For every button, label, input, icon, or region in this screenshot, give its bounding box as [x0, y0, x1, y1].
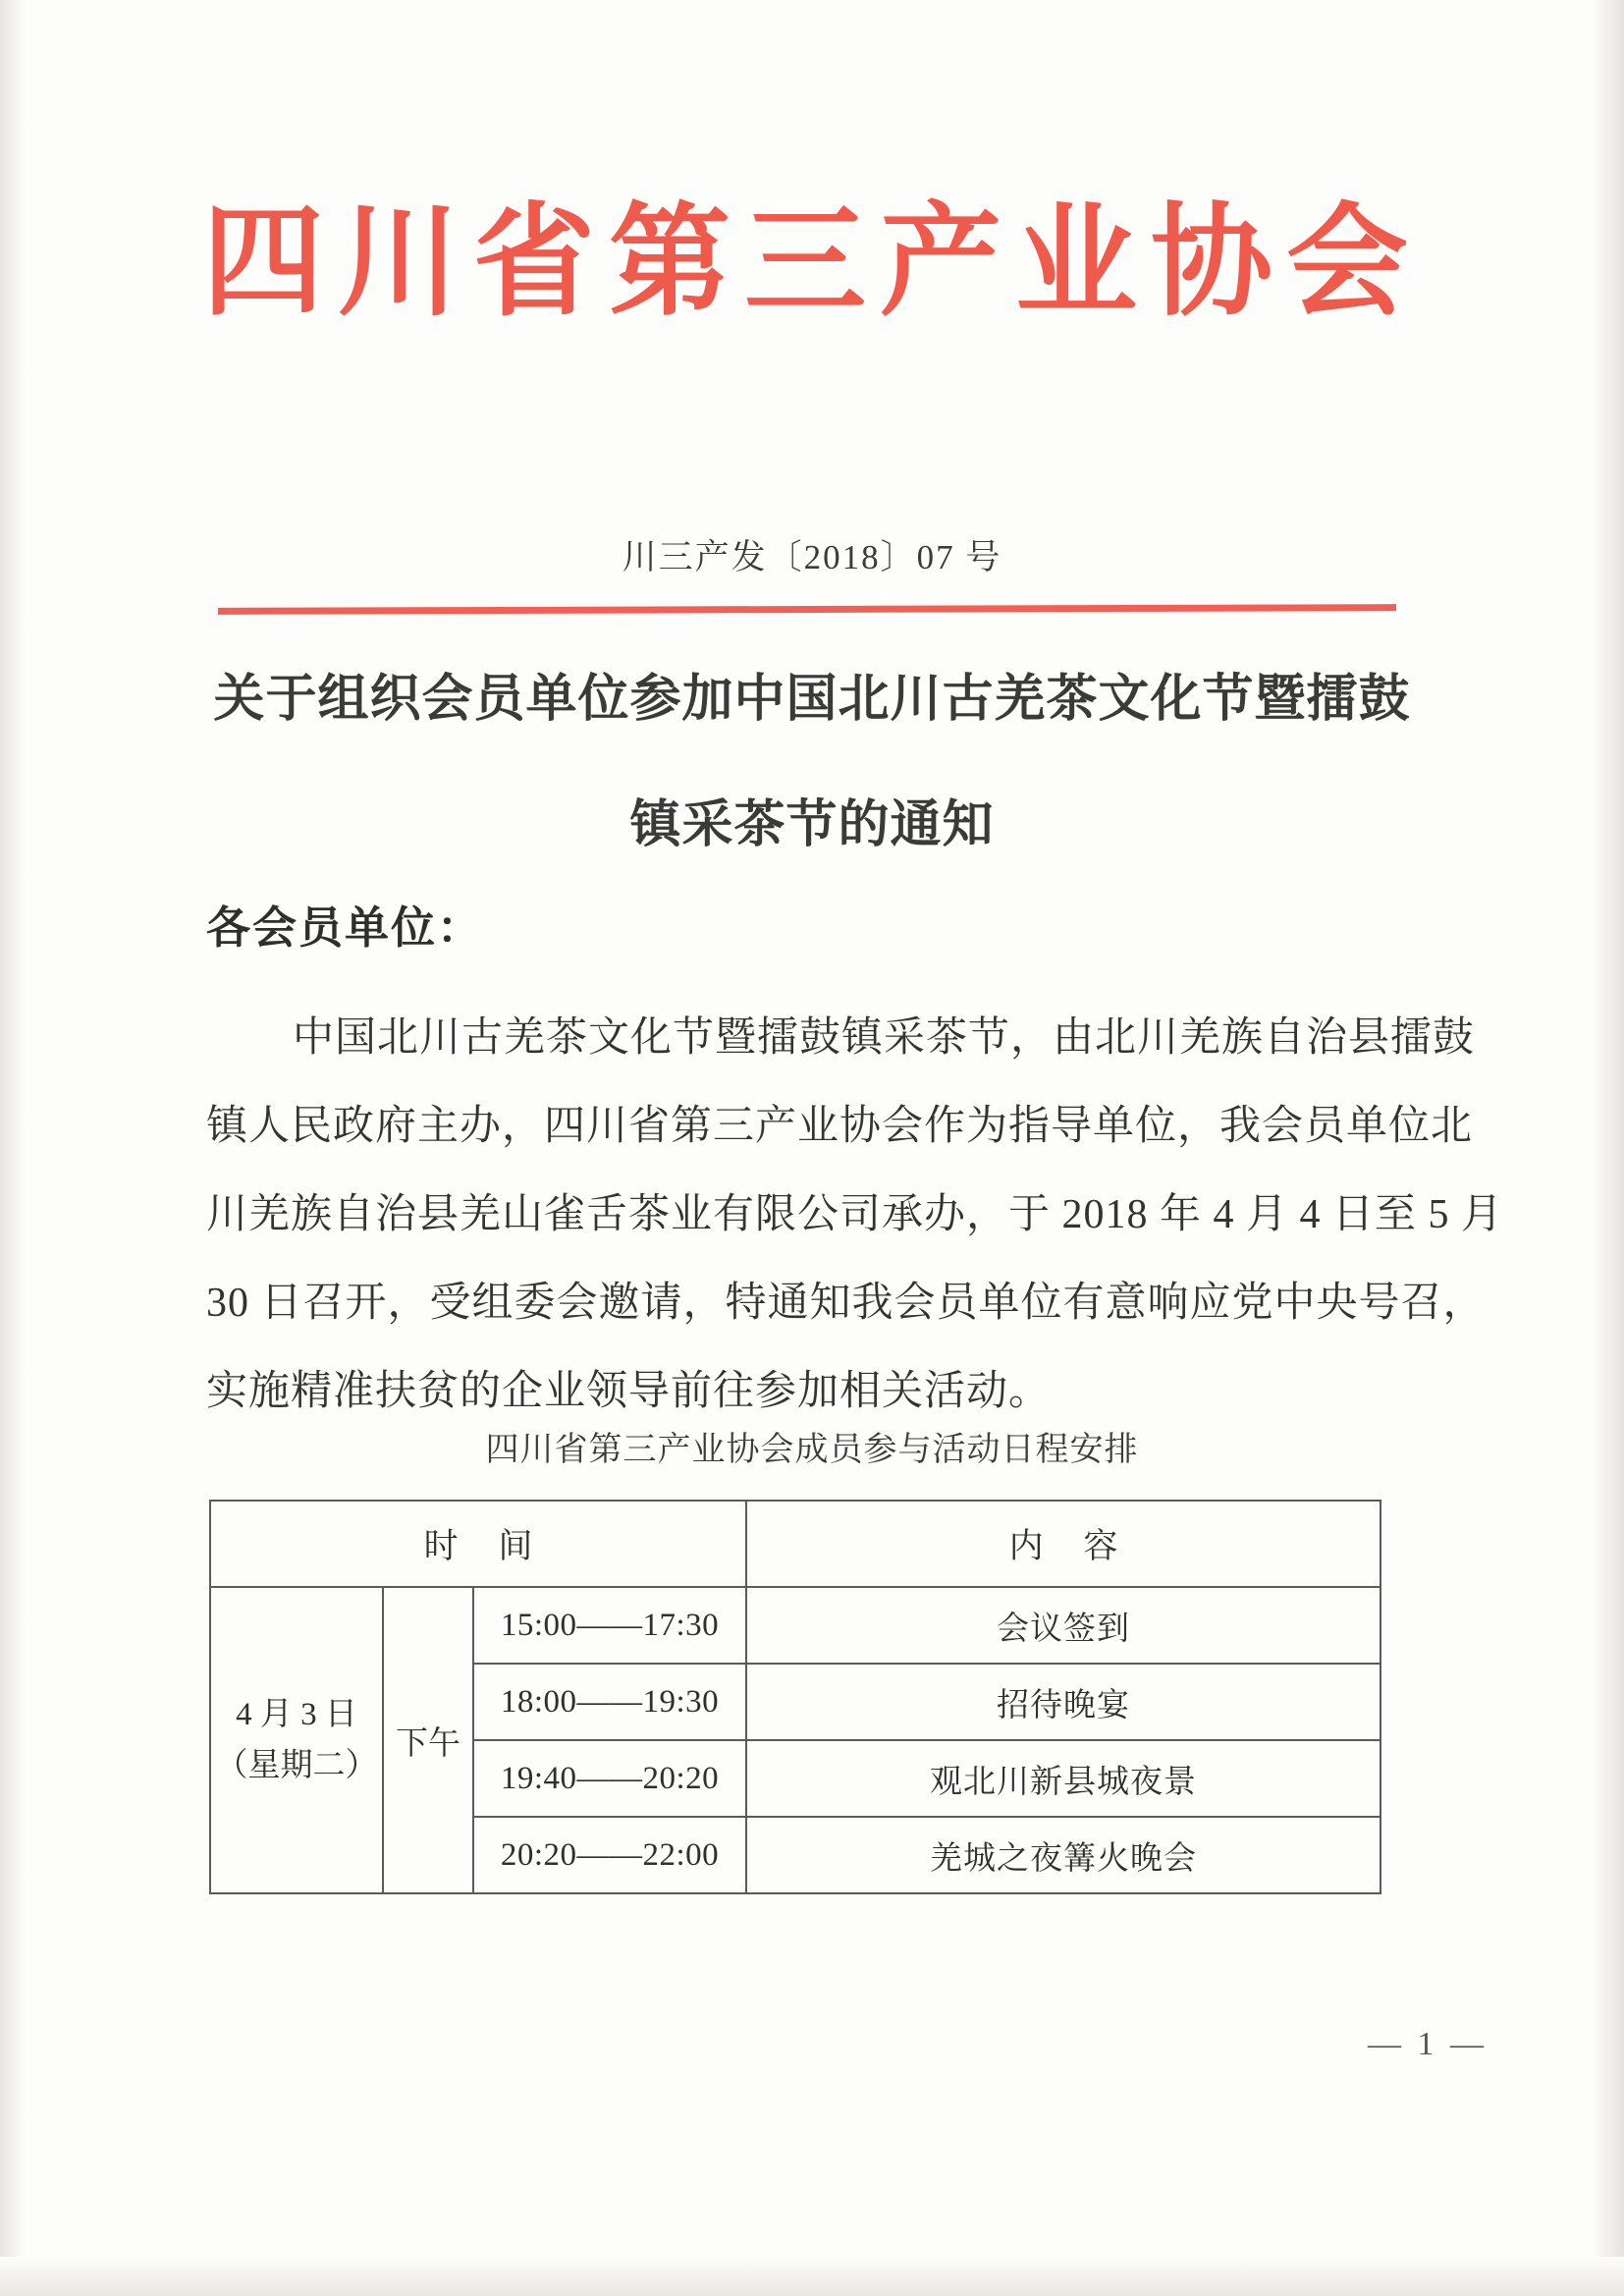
table-header-row — [210, 1501, 1380, 1587]
table-row — [210, 1587, 1380, 1664]
cell-time: 15:00——17:30 — [473, 1587, 746, 1664]
body-paragraph — [206, 994, 1504, 1436]
cell-time: 20:20——22:00 — [473, 1817, 746, 1893]
page-number: — 1 — — [1368, 2026, 1488, 2062]
document-number: 川三产发〔2018〕07 号 — [622, 538, 1002, 576]
document-title-line-1: 关于组织会员单位参加中国北川古羌茶文化节暨擂鼓 — [213, 671, 1411, 728]
cell-time: 18:00——19:30 — [473, 1664, 746, 1740]
schedule-table-container — [209, 1500, 1380, 1894]
cell-period: 下午 — [383, 1587, 473, 1893]
paper-edge-bottom — [0, 2257, 1624, 2296]
cell-content: 招待晚宴 — [746, 1664, 1380, 1740]
salutation: 各会员单位： — [206, 903, 484, 953]
body-line: 中国北川古羌茶文化节暨擂鼓镇采茶节，由北川羌族自治县擂鼓 — [293, 1015, 1476, 1061]
issuing-organization-title: 四川省第三产业协会 — [201, 194, 1422, 330]
body-line: 实施精准扶贫的企业领导前往参加相关活动。 — [206, 1369, 1052, 1414]
paper-edge-left — [0, 0, 26, 2296]
column-header-time: 时 间 — [210, 1501, 746, 1587]
paper-edge-right — [1591, 0, 1624, 2296]
document-title — [0, 636, 1624, 888]
masthead — [0, 194, 1624, 330]
body-line: 镇人民政府主办，四川省第三产业协会作为指导单位，我会员单位北 — [206, 1104, 1474, 1149]
schedule-table-body — [210, 1587, 1380, 1893]
cell-content: 观北川新县城夜景 — [746, 1740, 1380, 1817]
body-line: 川羌族自治县羌山雀舌茶业有限公司承办，于 2018 年 4 月 4 日至 5 月 — [206, 1192, 1504, 1237]
cell-date: 4 月 3 日（星期二） — [210, 1587, 383, 1893]
document-title-line-2: 镇采茶节的通知 — [629, 796, 995, 853]
cell-time: 19:40——20:20 — [473, 1740, 746, 1817]
cell-content: 会议签到 — [746, 1587, 1380, 1664]
schedule-table — [209, 1500, 1381, 1894]
red-divider-rule — [218, 604, 1396, 615]
schedule-table-header — [210, 1501, 1380, 1587]
column-header-content: 内 容 — [746, 1501, 1380, 1587]
body-line: 30 日召开，受组委会邀请，特通知我会员单位有意响应党中央号召， — [206, 1281, 1486, 1326]
cell-content: 羌城之夜篝火晚会 — [746, 1817, 1380, 1893]
schedule-table-caption: 四川省第三产业协会成员参与活动日程安排 — [485, 1432, 1139, 1468]
